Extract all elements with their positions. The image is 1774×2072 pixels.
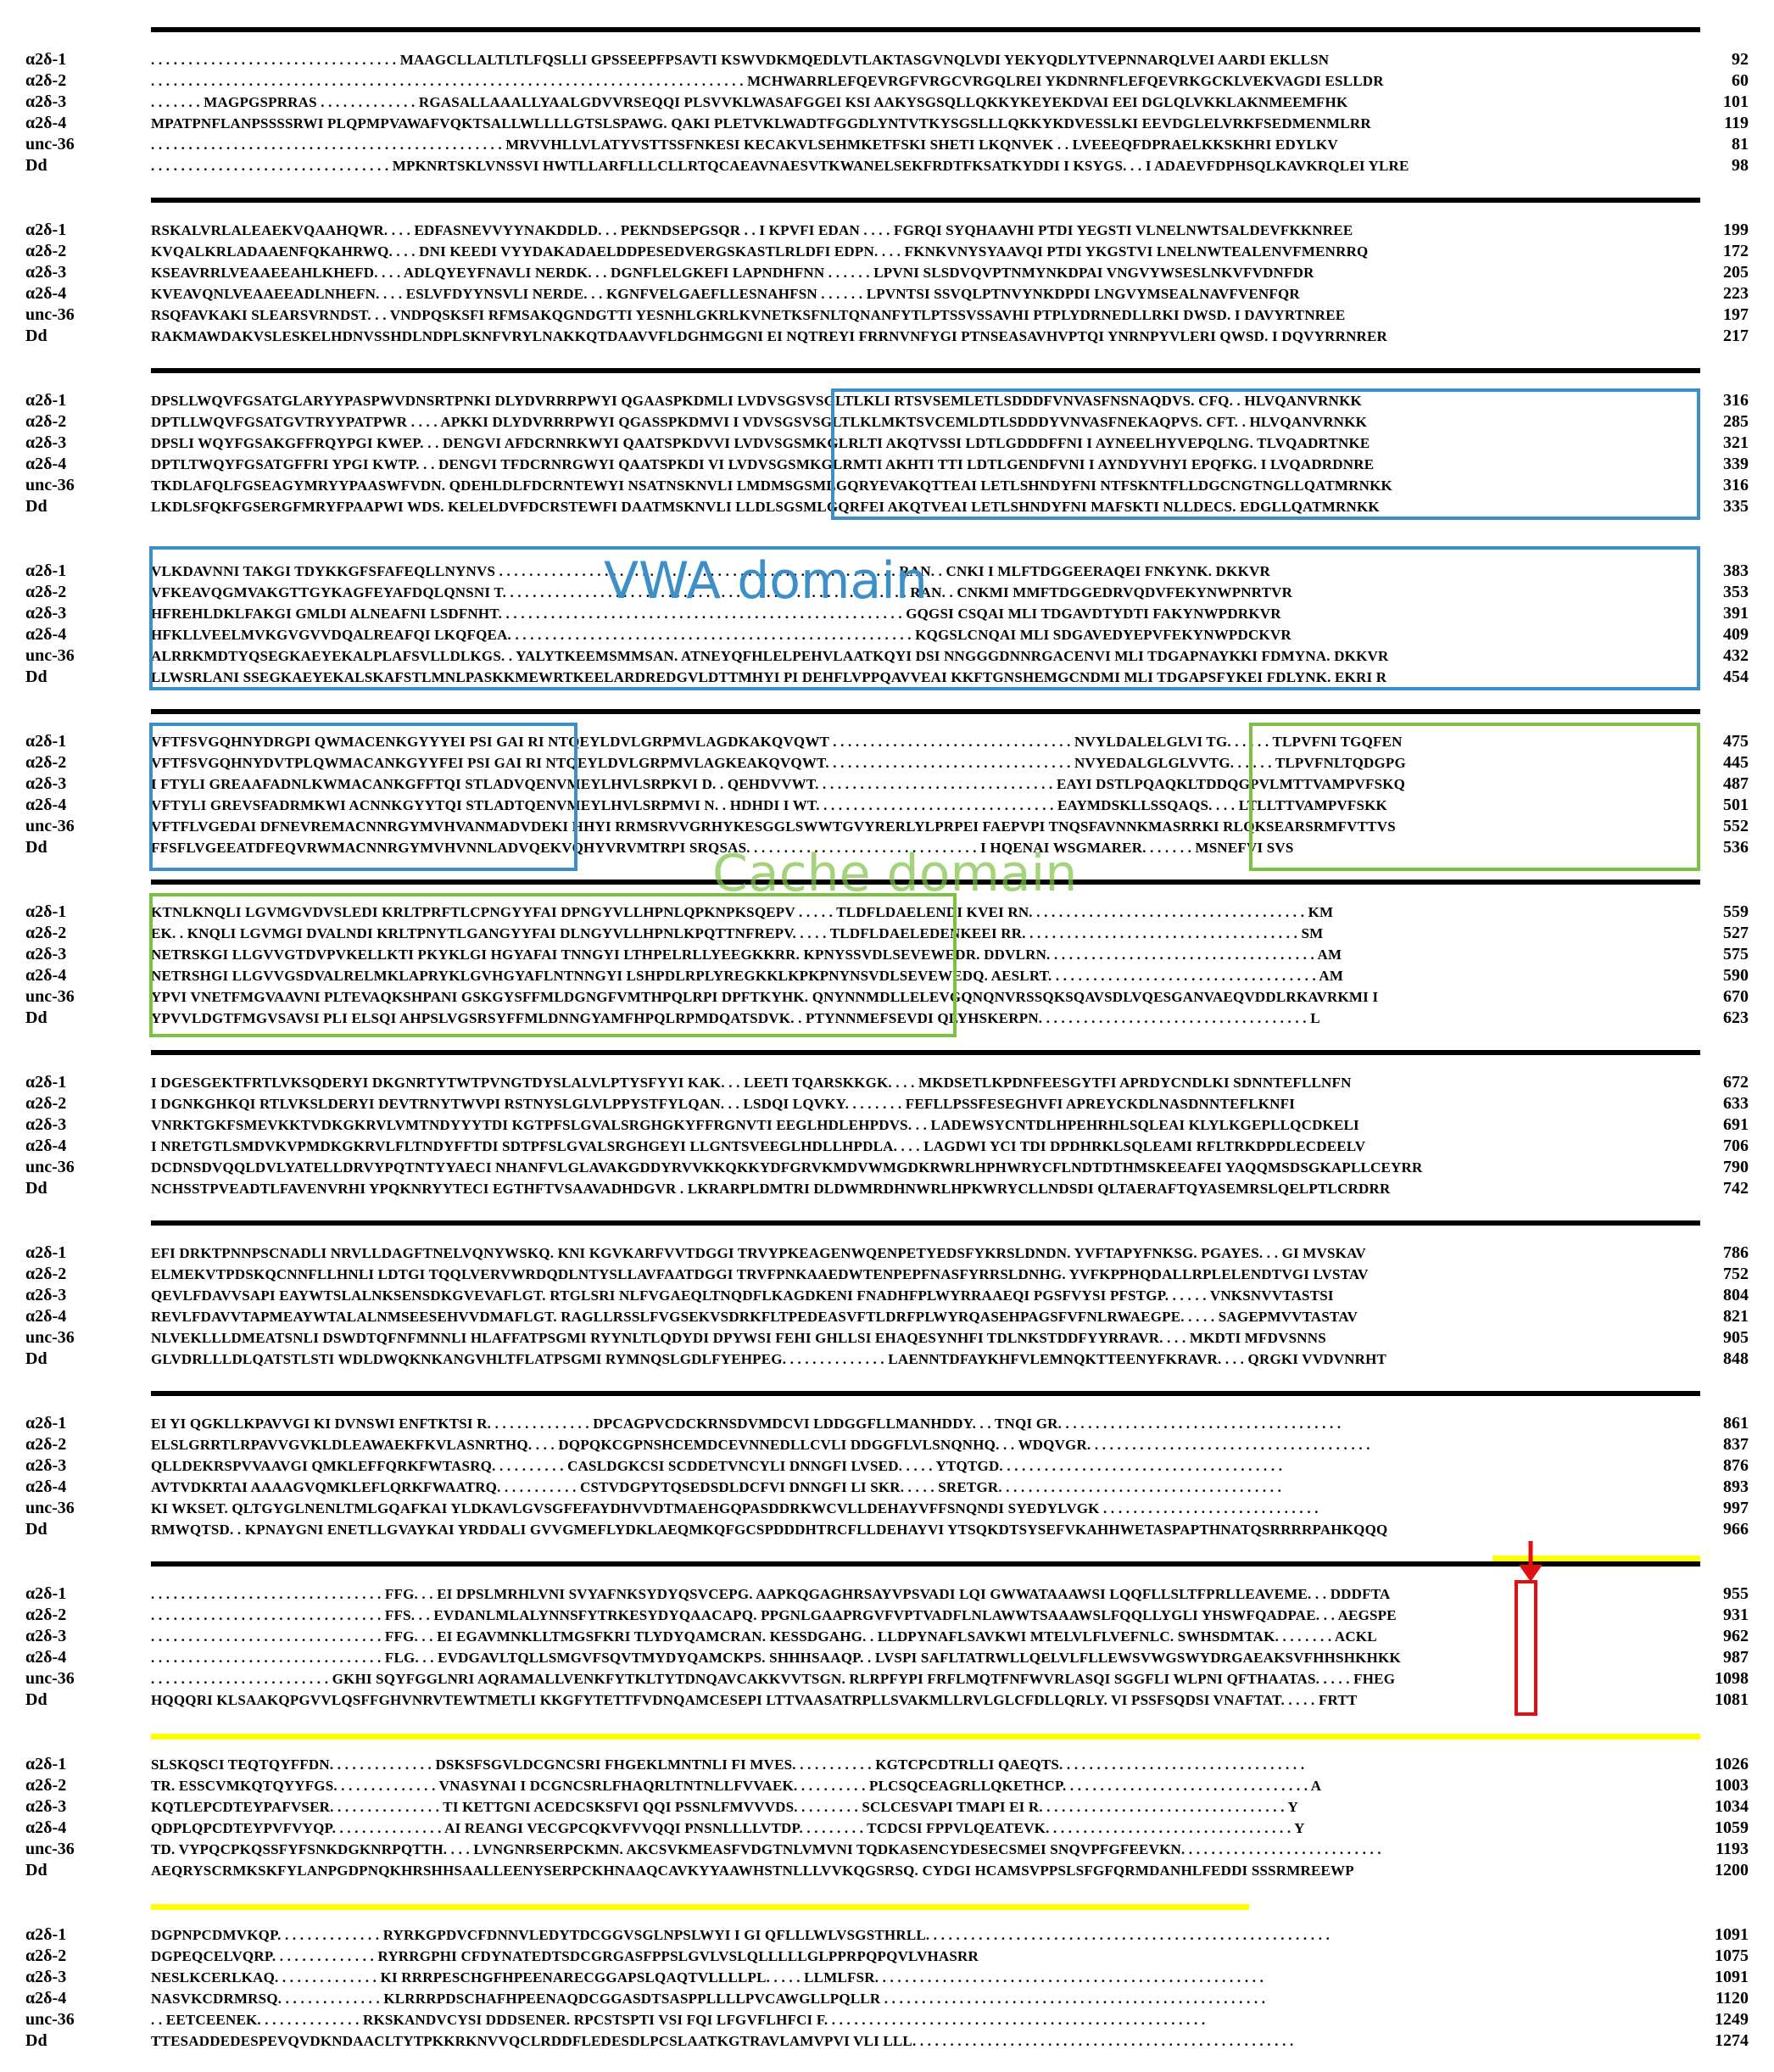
sequence-residues: DGPEQCELVQRP. . . . . . . . . . . . . . RYRRGPHI CFDYNATEDTSDCGRGASFPPSLGVLVSLQLLLLLGLPPRPQPQVLVHASRR — [151, 1948, 979, 1964]
residue-position: 339 — [1723, 455, 1749, 473]
residue-position: 790 — [1723, 1158, 1749, 1176]
sequence-name: Dd — [25, 327, 47, 345]
residue-position: 821 — [1723, 1307, 1749, 1326]
block-separator-bar — [151, 1561, 1700, 1567]
residue-position: 223 — [1723, 284, 1749, 303]
residue-position: 861 — [1723, 1414, 1749, 1433]
sequence-residues: RMWQTSD. . KPNAYGNI ENETLLGVAYKAI YRDDALI GVVGMEFLYDKLAEQMKQFGCSPDDDHTRCFLLDEHAYVI YTSQKDTSYSEFVKAHHWETASPAPTHNATQSRRRRPAHKQQQ — [151, 1522, 1388, 1538]
sequence-name: unc-36 — [25, 817, 75, 835]
residue-position: 1120 — [1715, 1989, 1749, 2008]
sequence-name: α2δ-1 — [25, 561, 67, 580]
alignment-row — [0, 326, 1774, 347]
sequence-name: α2δ-2 — [25, 71, 67, 90]
sequence-name: α2δ-3 — [25, 1968, 67, 1986]
residue-position: 1081 — [1715, 1690, 1749, 1709]
residue-position: 217 — [1723, 327, 1749, 345]
sequence-residues: RSQFAVKAKI SLEARSVRNDST. . . VNDPQSKSFI RFMSAKQGNDGTTI YESNHLGKRLKVNETKSFNLTQNANFYTLPTSSVSSAVHI PTPLYDRNEDLLRKI DWSD. I DAVYRTNREE — [151, 307, 1346, 323]
sequence-residues: . . . . . . . MAGPGSPRRAS . . . . . . . . . . . . . RGASALLAAALLYAALGDVVRSEQQI PLSVVKLWASAFGGEI KSI AAKYSGSQLLQKKYKEYEKDVAI EEI DGLQLVKKLAKNMEEMFHK — [151, 94, 1348, 110]
alignment-row — [0, 1413, 1774, 1434]
sequence-residues: REVLFDAVVTAPMEAYWTALALNMSEESEHVVDMAFLGT. RAGLLRSSLFVGSEKVSDRKFLTPEDEASVFTLDRFPLWYRQASEHPAGSFVFNLRWAEGPE. . . . . SAGEPMVVTASTAV — [151, 1309, 1358, 1325]
sequence-residues: . . . . . . . . . . . . . . . . . . . . . . . . . . . . . . . FFG. . . EI EGAVMNKLLTMGSFKRI TLYDYQAMCRAN. KESSDGAHG. . LLDPYNAFLSAVKWI MTELVLFLVEFNLC. SWHSDMTAK. . . . . . . . ACKL — [151, 1628, 1377, 1645]
sequence-residues: MPATPNFLANPSSSSRWI PLQPMPVAWAFVQKTSALLWLLLLGTSLSPAWG. QAKI PLETVKLWADTFGGDLYNTVTKYSGSLLLQKKYKDVESSLKI EEVDGLELVRKFSEDMENMLRR — [151, 115, 1371, 131]
alignment-row — [0, 283, 1774, 304]
alignment-block-12 — [0, 1902, 1774, 2072]
sequence-name: α2δ-1 — [25, 1584, 67, 1603]
sequence-name: α2δ-4 — [25, 1307, 67, 1326]
sequence-residues: ELSLGRRTLRPAVVGVKLDLEAWAEKFKVLASNRTHQ. . . . DQPQKCGPNSHCEMDCEVNNEDLLCVLI DDGGFLVLSNQNHQ. . . WDQVGR. . . . . . . . . . . . . . . . . . . . . . . . . . . . . . . . . . . . . . — [151, 1437, 1370, 1453]
alignment-row — [0, 1072, 1774, 1093]
alignment-block-9 — [0, 1391, 1774, 1561]
sequence-residues: . . . . . . . . . . . . . . . . . . . . . . . . . . . . . . . . MPKNRTSKLVNSSVI HWTLLARFLLLCLLRTQCAEAVNAESVTKWANELSEKFRDTFKSATKYDDI I KSYGS. . . I ADAEVFDPHSQLKAVKRQLEI YLRE — [151, 158, 1409, 174]
sequence-name: unc-36 — [25, 1499, 75, 1517]
sequence-residues: KI WKSET. QLTGYGLNENLTMLGQAFKAI YLDKAVLGVSGFEFAYDHVVDTMAEHGQPASDDRKWCVLLDEHAYVFFSNQNDI SYEDYLVGK . . . . . . . . . . . . . . . . . . . . . . . . . . . . . — [151, 1500, 1319, 1516]
alignment-row — [0, 1775, 1774, 1796]
sequence-residues: LLWSRLANI SSEGKAEYEKALSKAFSTLMNLPASKKMEWRTKEELARDREDGVLDTTMHYI PI DEHFLVPPQAVVEAI KKFTGNSHEMGCNDMI MLI TDGAPSFYKEI FDLYNK. EKRI R — [151, 669, 1387, 685]
sequence-name: unc-36 — [25, 1669, 75, 1688]
sequence-name: α2δ-3 — [25, 1286, 67, 1304]
residue-position: 1003 — [1715, 1776, 1749, 1795]
sequence-residues: KQTLEPCDTEYPAFVSER. . . . . . . . . . . . . . . TI KETTGNI ACEDCSKSFVI QQI PSSNLFMVVVDS. . . . . . . . . SCLCESVAPI TMAPI EI R. . . . . . . . . . . . . . . . . . . . . . . . . . . . . . . . . Y — [151, 1799, 1298, 1815]
vwa-domain-box-lower — [149, 723, 577, 871]
residue-position: 552 — [1723, 817, 1749, 835]
region-marker-bar — [151, 1734, 1700, 1740]
sequence-name: α2δ-2 — [25, 242, 67, 260]
alignment-block-7 — [0, 1050, 1774, 1220]
residue-position: 691 — [1723, 1115, 1749, 1134]
sequence-residues: SLSKQSCI TEQTQYFFDN. . . . . . . . . . . . . . DSKSFSGVLDCGNCSRI FHGEKLMNTNLI FI MVES. . . . . . . . . . . KGTCPCDTRLLI QAEQTS. . . . . . . . . . . . . . . . . . . . . . . . . . . . . . . . . — [151, 1756, 1305, 1773]
sequence-residues: HFKLLVEELMVKGVGVVDQALREAFQI LKQFQEA. . . . . . . . . . . . . . . . . . . . . . . . . . . . . . . . . . . . . . . . . . . . . . . . . . . . . . KQGSLCNQAI MLI SDGAVEDYEPVFEKYNWPDCKVR — [151, 627, 1291, 643]
sequence-residues: NESLKCERLKAQ. . . . . . . . . . . . . . KI RRRPESCHGFHPEENARECGGAPSLQAQTVLLLLPL. . . . . LLMLFSR. . . . . . . . . . . . . . . . . . . . . . . . . . . . . . . . . . . . . . . . . . . . . . . . . . . . — [151, 1969, 1264, 1985]
sequence-residues: EK. . KNQLI LGVMGI DVALNDI KRLTPNYTLGANGYYFAI DLNGYVLLHPNLKPQTTNFREPV. . . . . TLDFLDAELEDENKEEI RR. . . . . . . . . . . . . . . . . . . . . . . . . . . . . . . . . . . . . SM — [151, 925, 1324, 941]
sequence-name: α2δ-1 — [25, 1755, 67, 1773]
sequence-name: α2δ-2 — [25, 583, 67, 601]
sequence-residues: VFTYLI GREVSFADRMKWI ACNNKGYYTQI STLADTQENVMEYLHVLSRPMVI N. . HDHDI I WT. . . . . . . . . . . . . . . . . . . . . . . . . . . . . . . . EAYMDSKLLSSQAQS. . . . LTLLTTVAMPVFSKK — [151, 797, 1387, 813]
sequence-name: α2δ-3 — [25, 945, 67, 963]
sequence-name: α2δ-1 — [25, 50, 67, 69]
sequence-residues: KTNLKNQLI LGVMGVDVSLEDI KRLTPRFTLCPNGYYFAI DPNGYVLLHPNLQPKNPKSQEPV . . . . . TLDFLDAELENDI KVEI RN. . . . . . . . . . . . . . . . . . . . . . . . . . . . . . . . . . . . . KM — [151, 904, 1334, 920]
alignment-row — [0, 1434, 1774, 1455]
alignment-row — [0, 1285, 1774, 1306]
sequence-residues: LKDLSFQKFGSERGFMRYFPAAPWI WDS. KELELDVFDCRSTEWFI DAATMSKNVLI LLDLSGSMLGQRFEI AKQTVEAI LETLSHNDYFNI MAFSKTI NLLDECS. EDGLLQATMRNKK — [151, 499, 1380, 515]
alignment-row — [0, 1327, 1774, 1349]
sequence-name: α2δ-1 — [25, 732, 67, 751]
residue-position: 559 — [1723, 902, 1749, 921]
sequence-name: unc-36 — [25, 1840, 75, 1858]
residue-position: 575 — [1723, 945, 1749, 963]
sequence-residues: DPTLTWQYFGSATGFFRI YPGI KWTP. . . DENGVI TFDCRNRGWYI QAATSPKDI VI LVDVSGSMKGLRMTI AKHTI TTI LDTLGENDFVNI I AYNDYVHYI EPQFKG. I LVQADRDNRE — [151, 456, 1375, 472]
alignment-block-1 — [0, 27, 1774, 197]
sequence-name: α2δ-4 — [25, 625, 67, 644]
highlight-residue-box — [1515, 1580, 1537, 1716]
alignment-row — [0, 1157, 1774, 1178]
sequence-residues: ALRRKMDTYQSEGKAEYEKALPLAFSVLLDLKGS. . YALYTKEEMSMMSAN. ATNEYQFHLELPEHVLAATKQYI DSI NNGGGDNNRGACENVI MLI TDGAPNAYKKI FDMYNA. DKKVR — [151, 648, 1389, 664]
sequence-residues: VFTFSVGQHNYDRGPI QWMACENKGYYYEI PSI GAI RI NTQEYLDVLGRPMVLAGDKAKQVQWT . . . . . . . . . . . . . . . . . . . . . . . . . . . . . . . . NVYLDALELGLVI TG. . . . . . TLPVFNI TGQFEN — [151, 734, 1403, 750]
alignment-row — [0, 1946, 1774, 1967]
cache-domain-box-upper — [1249, 723, 1700, 871]
residue-position: 536 — [1723, 838, 1749, 857]
sequence-name: Dd — [25, 1349, 47, 1368]
alignment-row — [0, 1796, 1774, 1818]
cache-domain-box-lower — [149, 893, 957, 1037]
alignment-row — [0, 1839, 1774, 1860]
cache-domain-label: Cache domain — [712, 844, 1078, 903]
alignment-row — [0, 1136, 1774, 1157]
sequence-residues: KVEAVQNLVEAAEEADLNHEFN. . . . ESLVFDYYNSVLI NERDE. . . KGNFVELGAEFLLESNAHFSN . . . . . . LPVNTSI SSVQLPTNVYNKDPDI LNGVYMSEALNAVFVENFQR — [151, 286, 1300, 302]
sequence-residues: VFTFSVGQHNYDVTPLQWMACANKGYYFEI PSI GAI RI NTQEYLDVLGRPMVLAGKEAKQVQWT. . . . . . . . . . . . . . . . . . . . . . . . . . . . . . . . . NVYEDALGLGLVVTG. . . . . . TLPVFNLTQDGPG — [151, 755, 1406, 771]
alignment-row — [0, 70, 1774, 92]
alignment-row — [0, 304, 1774, 326]
residue-position: 1274 — [1715, 2031, 1749, 2050]
alignment-row — [0, 1349, 1774, 1370]
sequence-residues: DGPNPCDMVKQP. . . . . . . . . . . . . . RYRKGPDVCFDNNVLEDYTDCGGVSGLNPSLWYI I GI QFLLLWLVSGSTHRLL. . . . . . . . . . . . . . . . . . . . . . . . . . . . . . . . . . . . . . . . . . . . . . . . . . . . . . — [151, 1927, 1330, 1943]
sequence-name: α2δ-2 — [25, 753, 67, 772]
alignment-row — [0, 1093, 1774, 1114]
sequence-name: α2δ-4 — [25, 284, 67, 303]
sequence-residues: . . . . . . . . . . . . . . . . . . . . . . . . . . . . . . . FLG. . . EVDGAVLTQLLSMGVFSQVTMYDYQAMCKPS. SHHHSAAQP. . LVSPI SAFLTATRWLLQELVLFLLEWSVWGSWYDRGAEAKSVFHHSHKHKK — [151, 1650, 1401, 1666]
sequence-name: Dd — [25, 1690, 47, 1709]
sequence-residues: . . . . . . . . . . . . . . . . . . . . . . . . . . . . . . . . . . . . . . . . . . . . . . . MRVVHLLVLATYVSTTSSFNKESI KECAKVLSEHMKETFSKI SHETI LKQNVEK . . LVEEEQFDPRAELKKSKHRI EDYLKV — [151, 137, 1338, 153]
residue-position: 590 — [1723, 966, 1749, 985]
residue-position: 1034 — [1715, 1797, 1749, 1816]
sequence-name: α2δ-4 — [25, 1477, 67, 1496]
residue-position: 445 — [1723, 753, 1749, 772]
block-separator-bar — [151, 539, 1700, 544]
sequence-name: unc-36 — [25, 646, 75, 665]
alignment-row — [0, 92, 1774, 113]
sequence-residues: . . . . . . . . . . . . . . . . . . . . . . . . . . . . . . . FFS. . . EVDANLMLALYNNSFYTRKESYDYQAACAPQ. PPGNLGAAPRGVFVPTVADFLNLAWWTSAAAWSLFQQLLYGLI YHSWFQADPAE. . . AEGSPE — [151, 1607, 1397, 1623]
sequence-name: unc-36 — [25, 305, 75, 324]
alignment-row — [0, 1754, 1774, 1775]
sequence-residues: TD. VYPQCPKQSSFYFSNKDGKNRPQTTH. . . . LVNGNRSERPCKMN. AKCSVKMEASFVDGTNLVMVNI TQDKASENCYDESECSMEI SNQVPFGFEEVKN. . . . . . . . . . . . . . . . . . . . . . . . . . . — [151, 1841, 1381, 1857]
sequence-residues: VFTFLVGEDAI DFNEVREMACNNRGYMVHVANMADVDEKI HHYI RRMSRVVGRHYKESGGLSWWTGVYRERLYLPRPEI FAEPVPI TNQSFAVNNKMASRRKI RLQKSEARSRMFVTTVS — [151, 818, 1396, 835]
sequence-name: α2δ-2 — [25, 1776, 67, 1795]
residue-position: 98 — [1732, 156, 1749, 175]
sequence-residues: YPVVLDGTFMGVSAVSI PLI ELSQI AHPSLVGSRSYFFMLDNNGYAMFHPQLRPMDQATSDVK. . PTYNNMEFSEVDI QLYHSKERPN. . . . . . . . . . . . . . . . . . . . . . . . . . . . . . . . . . . . L — [151, 1010, 1320, 1026]
residue-position: 475 — [1723, 732, 1749, 751]
residue-position: 905 — [1723, 1328, 1749, 1347]
residue-position: 60 — [1732, 71, 1749, 90]
block-separator-bar — [151, 709, 1700, 714]
block-separator-bar — [151, 1220, 1700, 1226]
sequence-name: α2δ-4 — [25, 796, 67, 814]
alignment-row — [0, 155, 1774, 176]
sequence-name: Dd — [25, 1008, 47, 1027]
residue-position: 92 — [1732, 50, 1749, 69]
residue-position: 454 — [1723, 667, 1749, 686]
block-separator-bar — [151, 27, 1700, 32]
sequence-name: α2δ-3 — [25, 1115, 67, 1134]
sequence-residues: . . . . . . . . . . . . . . . . . . . . . . . . . . . . . . . FFG. . . EI DPSLMRHLVNI SVYAFNKSYDYQSVCEPG. AAPKQGAGHRSAYVPSVADI LQI GWWATAAAWSI LQQFLLSLTFPRLLEAVEME. . . DDDFTA — [151, 1586, 1391, 1602]
residue-position: 752 — [1723, 1265, 1749, 1283]
sequence-name: α2δ-2 — [25, 412, 67, 431]
residue-position: 1200 — [1715, 1861, 1749, 1879]
residue-position: 1026 — [1715, 1755, 1749, 1773]
alignment-row — [0, 1455, 1774, 1477]
sequence-residues: TR. ESSCVMKQTQYYFGS. . . . . . . . . . . . . . VNASYNAI I DCGNCSRLFHAQRLTNTNLLFVVAEK. . . . . . . . . . PLCSQCEAGRLLQKETHCP. . . . . . . . . . . . . . . . . . . . . . . . . . . . . . . . . A — [151, 1778, 1322, 1794]
sequence-residues: . . . . . . . . . . . . . . . . . . . . . . . . . . . . . . . . . MAAGCLLALTLTLFQSLLI GPSSEEPFPSAVTI KSWVDKMQEDLVTLAKTASGVNQLVDI YEKYQDLYTVEPNNARQLVEI AARDI EKLLSN — [151, 52, 1330, 68]
sequence-name: α2δ-3 — [25, 1456, 67, 1475]
sequence-name: α2δ-3 — [25, 263, 67, 282]
alignment-row — [0, 1114, 1774, 1136]
residue-position: 409 — [1723, 625, 1749, 644]
sequence-residues: QLLDEKRSPVVAAVGI QMKLEFFQRKFWTASRQ. . . . . . . . . . CASLDGKCSI SCDDETVNCYLI DNNGFI LVSED. . . . . YTQTGD. . . . . . . . . . . . . . . . . . . . . . . . . . . . . . . . . . . . . . — [151, 1458, 1283, 1474]
alignment-row — [0, 1860, 1774, 1881]
alignment-row — [0, 1306, 1774, 1327]
sequence-name: α2δ-2 — [25, 1265, 67, 1283]
alignment-row — [0, 1668, 1774, 1689]
sequence-residues: QEVLFDAVVSAPI EAYWTSLALNKSENSDKGVEVAFLGT. RTGLSRI NLFVGAEQLTNQDFLKAGDKENI FNADHFPLWYRRAAEQI PGSFVYSI PFSTGP. . . . . . VNKSNVVTASTSI — [151, 1287, 1334, 1304]
residue-position: 848 — [1723, 1349, 1749, 1368]
residue-position: 1059 — [1715, 1818, 1749, 1837]
residue-position: 893 — [1723, 1477, 1749, 1496]
sequence-name: α2δ-1 — [25, 1414, 67, 1433]
sequence-residues: EI YI QGKLLKPAVVGI KI DVNSWI ENFTKTSI R. . . . . . . . . . . . . . DPCAGPVCDCKRNSDVMDCVI LDDGGFLLMANHDDY. . . TNQI GR. . . . . . . . . . . . . . . . . . . . . . . . . . . . . . . . . . . . . . — [151, 1416, 1342, 1432]
sequence-residues: . . . . . . . . . . . . . . . . . . . . . . . . GKHI SQYFGGLNRI AQRAMALLVENKFYTKLTYTDNQAVCAKKVVTSGN. RLRPFYPI FRFLMQTFNFWVRLASQI SGGFLI WLPNI QFTHAATAS. . . . . FHEG — [151, 1671, 1396, 1687]
residue-position: 931 — [1723, 1606, 1749, 1624]
sequence-residues: VFKEAVQGMVAKGTTGYKAGFEYAFDQLQNSNI T. . . . . . . . . . . . . . . . . . . . . . . . . . . . . . . . . . . . . . . . . . . . . . . . . . . . . . RAN. . CNKMI MMFTDGGEDRVQDVFEKYNWPNRTVR — [151, 584, 1293, 600]
sequence-residues: I NRETGTLSMDVKVPMDKGKRVLFLTNDYFFTDI SDTPFSLGVALSRGHGEYI LLGNTSVEEGLHDLLHPDLA. . . . LAGDWI YCI TDI DPDHRKLSQLEAMI RFLTRKDPDLECDEELV — [151, 1138, 1366, 1154]
sequence-name: α2δ-1 — [25, 221, 67, 239]
alignment-row — [0, 1498, 1774, 1519]
alignment-row — [0, 1178, 1774, 1199]
vwa-domain-box-upper — [831, 388, 1700, 520]
residue-position: 955 — [1723, 1584, 1749, 1603]
sequence-residues: I FTYLI GREAAFADNLKWMACANKGFFTQI STLADVQENVMEYLHVLSRPKVI D. . QEHDVVWT. . . . . . . . . . . . . . . . . . . . . . . . . . . . . . . . EAYI DSTLPQAQKLTDDQGPVLMTTVAMPVFSKQ — [151, 776, 1406, 792]
residue-position: 966 — [1723, 1520, 1749, 1539]
sequence-name: unc-36 — [25, 476, 75, 494]
alignment-row — [0, 1605, 1774, 1626]
sequence-name: α2δ-1 — [25, 902, 67, 921]
sequence-name: unc-36 — [25, 2010, 75, 2029]
sequence-name: unc-36 — [25, 1328, 75, 1347]
alignment-row — [0, 1583, 1774, 1605]
alignment-row — [0, 1264, 1774, 1285]
alignment-block-11 — [0, 1732, 1774, 1902]
sequence-name: Dd — [25, 497, 47, 516]
sequence-name: α2δ-4 — [25, 1818, 67, 1837]
block-separator-bar — [151, 198, 1700, 203]
alignment-row — [0, 1243, 1774, 1264]
residue-position: 706 — [1723, 1137, 1749, 1155]
sequence-residues: ELMEKVTPDSKQCNNFLLHNLI LDTGI TQQLVERVWRDQDLNTYSLLAVFAATDGGI TRVFPNKAAEDWTENPEPFNASFYRRSLDNHG. YVFKPPHQDALLRPLELENDTVGI LVSTAV — [151, 1266, 1369, 1282]
sequence-residues: . . EETCEENEK. . . . . . . . . . . . . . RKSKANDVCYSI DDDSENER. RPCSTSPTI VSI FQI LFGVFLHFCI F. . . . . . . . . . . . . . . . . . . . . . . . . . . . . . . . . . . . . . . . . . . . . . . . . . . — [151, 2012, 1206, 2028]
sequence-name: α2δ-1 — [25, 1243, 67, 1262]
sequence-name: α2δ-2 — [25, 1435, 67, 1454]
sequence-name: α2δ-4 — [25, 1137, 67, 1155]
alignment-row — [0, 2009, 1774, 2030]
residue-position: 876 — [1723, 1456, 1749, 1475]
residue-position: 316 — [1723, 476, 1749, 494]
residue-position: 383 — [1723, 561, 1749, 580]
sequence-name: α2δ-2 — [25, 1946, 67, 1965]
sequence-name: Dd — [25, 1520, 47, 1539]
alignment-row — [0, 1818, 1774, 1839]
sequence-residues: QDPLQPCDTEYPVFVYQP. . . . . . . . . . . . . . . AI REANGI VECGPCQKVFVVQQI PNSNLLLLVTDP. . . . . . . . . TCDCSI FPPVLQEATEVK. . . . . . . . . . . . . . . . . . . . . . . . . . . . . . . . . Y — [151, 1820, 1305, 1836]
residue-position: 199 — [1723, 221, 1749, 239]
block-separator-bar — [151, 1391, 1700, 1396]
sequence-residues: RAKMAWDAKVSLESKELHDNVSSHDLNDPLSKNFVRYLNAKKQTDAAVVFLDGHMGGNI EI NQTREYI FRRNVNFYGI PTNSEASAVHVPTQI YNRNPYVLERI QWSD. I DQVYRRNRER — [151, 328, 1388, 344]
residue-position: 316 — [1723, 391, 1749, 410]
alignment-block-2 — [0, 198, 1774, 367]
alignment-row — [0, 262, 1774, 283]
sequence-residues: HFREHLDKLFAKGI GMLDI ALNEAFNI LSDFNHT. . . . . . . . . . . . . . . . . . . . . . . . . . . . . . . . . . . . . . . . . . . . . . . . . . . . . . GQGSI CSQAI MLI TDGAVDTYDTI FAKYNWPDRKVR — [151, 606, 1281, 622]
sequence-name: α2δ-1 — [25, 1925, 67, 1944]
residue-position: 987 — [1723, 1648, 1749, 1667]
sequence-residues: DCDNSDVQQLDVLYATELLDRVYPQTNTYYAECI NHANFVLGLAVAKGDDYRVVKKQKKYDFGRVKMDVWMGDKRWRLHPHWRYCFLNDTDTHMSKEEAFEI YAQQMSDSGKAPLLCEYRR — [151, 1159, 1423, 1176]
sequence-residues: NASVKCDRMRSQ. . . . . . . . . . . . . . KLRRRPDSCHAFHPEENAQDCGGASDTSASPPLLLLPVCAWGLLPQLLR . . . . . . . . . . . . . . . . . . . . . . . . . . . . . . . . . . . . . . . . . . . . . . . . . . . — [151, 1991, 1266, 2007]
alignment-row — [0, 1689, 1774, 1711]
residue-position: 321 — [1723, 433, 1749, 452]
alignment-block-8 — [0, 1220, 1774, 1390]
sequence-name: α2δ-1 — [25, 391, 67, 410]
sequence-name: unc-36 — [25, 987, 75, 1006]
vwa-domain-label: VWA domain — [604, 551, 928, 611]
sequence-residues: AVTVDKRTAI AAAAGVQMKLEFLQRKFWAATRQ. . . . . . . . . . . CSTVDGPYTQSEDSDLDCFVI DNNGFI LI SKR. . . . . SRETGR. . . . . . . . . . . . . . . . . . . . . . . . . . . . . . . . . . . . . . — [151, 1479, 1282, 1495]
residue-position: 353 — [1723, 583, 1749, 601]
sequence-name: α2δ-3 — [25, 774, 67, 793]
residue-position: 432 — [1723, 646, 1749, 665]
sequence-name: α2δ-4 — [25, 455, 67, 473]
alignment-row — [0, 1647, 1774, 1668]
sequence-name: α2δ-4 — [25, 966, 67, 985]
sequence-residues: GLVDRLLLDLQATSTLSTI WDLDWQKNKANGVHLTFLATPSGMI RYMNQSLGDLFYEHPEG. . . . . . . . . . . . . . LAENNTDFAYKHFVLEMNQKTTEENYFKRAVR. . . . QRGKI VVDVNRHT — [151, 1351, 1387, 1367]
residue-position: 1091 — [1715, 1925, 1749, 1944]
alignment-block-10 — [0, 1561, 1774, 1731]
sequence-name: unc-36 — [25, 135, 75, 154]
sequence-residues: I DGESGEKTFRTLVKSQDERYI DKGNRTYTWTPVNGTDYSLALVLPTYSFYYI KAK. . . LEETI TQARSKKGK. . . . MKDSETLKPDNFEESGYTFI APRDYCNDLKI SDNNTEFLLNFN — [151, 1075, 1352, 1091]
sequence-residues: TKDLAFQLFGSEAGYMRYYPAASWFVDN. QDEHLDLFDCRNTEWYI NSATNSKNVLI LMDMSGSMLGQRYEVAKQTTEAI LETLSHNDYFNI NTFSKNTFLLDGCNGTNGLLQATMRNKK — [151, 478, 1392, 494]
residue-position: 391 — [1723, 604, 1749, 623]
alignment-row — [0, 241, 1774, 262]
residue-position: 119 — [1724, 114, 1749, 132]
sequence-name: α2δ-2 — [25, 1606, 67, 1624]
alignment-row — [0, 1477, 1774, 1498]
residue-position: 670 — [1723, 987, 1749, 1006]
sequence-residues: NLVEKLLLDMEATSNLI DSWDTQFNFMNNLI HLAFFATPSGMI RYYNLTLQDYDI DPYWSI FEHI GHLLSI EHAQESYNHFI TDLNKSTDDFYYRRAVR. . . . MKDTI MFDVSNNS — [151, 1330, 1326, 1346]
sequence-name: α2δ-3 — [25, 1627, 67, 1645]
sequence-residues: VLKDAVNNI TAKGI TDYKKGFSFAFEQLLNYNVS . . . . . . . . . . . . . . . . . . . . . . . . . . . . . . . . . . . . . . . . . . . . . . . . . . . . . RAN. . CNKI I MLFTDGGEERAQEI FNKYNK. DKKVR — [151, 563, 1270, 579]
alignment-row — [0, 1626, 1774, 1647]
sequence-residues: I DGNKGHKQI RTLVKSLDERYI DEVTRNYTWVPI RSTNYSLGLVLPPYSTFYLQAN. . . LSDQI LQVKY. . . . . . . . FEFLLPSSFESEGHVFI APREYCKDLNASDNNTEFLKNFI — [151, 1096, 1296, 1112]
sequence-name: Dd — [25, 838, 47, 857]
alignment-row — [0, 49, 1774, 70]
residue-position: 623 — [1723, 1008, 1749, 1027]
residue-position: 81 — [1732, 135, 1749, 154]
residue-position: 335 — [1723, 497, 1749, 516]
block-separator-bar — [151, 368, 1700, 373]
sequence-name: α2δ-3 — [25, 92, 67, 111]
residue-position: 205 — [1723, 263, 1749, 282]
sequence-residues: HQQQRI KLSAAKQPGVVLQSFFGHVNRVTEWTMETLI KKGFYTETTFVDNQAMCESEPI LTTVAASATRPLLSVAKMLLRVLGLCFDLLQRLY. VI PSSFSQDSI VNAFTAT. . . . . FRTT — [151, 1692, 1358, 1708]
sequence-name: unc-36 — [25, 1158, 75, 1176]
sequence-residues: FFSFLVGEEATDFEQVRWMACNNRGYMVHVNNLADVQEKVQHYVRVMTRPI SRQSAS. . . . . . . . . . . . . . . . . . . . . . . . . . . . . . . I HQENAI WSGMARER. . . . . . . MSNEFVI SVS — [151, 840, 1294, 856]
alignment-row — [0, 1924, 1774, 1946]
alignment-row — [0, 113, 1774, 134]
sequence-name: α2δ-4 — [25, 1989, 67, 2008]
alignment-row — [0, 2030, 1774, 2052]
sequence-name: Dd — [25, 2031, 47, 2050]
alignment-row — [0, 134, 1774, 155]
sequence-name: Dd — [25, 667, 47, 686]
block-separator-bar — [151, 1050, 1700, 1055]
sequence-residues: RSKALVRLALEAEKVQAAHQWR. . . . EDFASNEVVYYNAKDDLD. . . PEKNDSEPGSQR . . I KPVFI EDAN . . . . FGRQI SYQHAAVHI PTDI YEGSTI VLNELNWTSALDEVFKKNREE — [151, 222, 1353, 238]
sequence-residues: KVQALKRLADAAENFQKAHRWQ. . . . DNI KEEDI VYYDAKADAELDDPESEDVERGSKASTLRLDFI EDPN. . . . FKNKVNYSYAAVQI PTDI YKGSTVI LNELNWTEALENVFMENRRQ — [151, 243, 1369, 260]
sequence-name: Dd — [25, 1861, 47, 1879]
sequence-residues: NETRSHGI LLGVVGSDVALRELMKLAPRYKLGVHGYAFLNTNNGYI LSHPDLRPLYREGKKLKPKPNYNSVDLSEVEWEDQ. AESLRT. . . . . . . . . . . . . . . . . . . . . . . . . . . . . . . . . . . . AM — [151, 968, 1344, 984]
residue-position: 804 — [1723, 1286, 1749, 1304]
sequence-residues: NCHSSTPVEADTLFAVENVRHI YPQKNRYYTECI EGTHFTVSAAVADHDGVR . LKRARPLDMTRI DLDWMRDHNWRLHPKWRYCLLNDSDI QLTAERAFTQYASEMRSLQELPTLCRDRR — [151, 1181, 1391, 1197]
region-marker-bar — [151, 1904, 1249, 1910]
residue-position: 197 — [1723, 305, 1749, 324]
residue-position: 501 — [1723, 796, 1749, 814]
residue-position: 786 — [1723, 1243, 1749, 1262]
sequence-name: α2δ-3 — [25, 1797, 67, 1816]
residue-position: 1075 — [1715, 1946, 1749, 1965]
residue-position: 172 — [1723, 242, 1749, 260]
sequence-residues: KSEAVRRLVEAAEEAHLKHEFD. . . . ADLQYEYFNAVLI NERDK. . . DGNFLELGKEFI LAPNDHFNN . . . . . . LPVNI SLSDVQVPTNMYNKDPAI VNGVYWSESLNKVFVDNFDR — [151, 265, 1314, 281]
residue-position: 742 — [1723, 1179, 1749, 1198]
alignment-row — [0, 220, 1774, 241]
sequence-residues: DPSLLWQVFGSATGLARYYPASPWVDNSRTPNKI DLYDVRRRPWYI QGAASPKDMLI LVDVSGSVSGLTLKLI RTSVSEMLETLSDDDFVNVASFNSNAQDVS. CFQ. . HLVQANVRNKK — [151, 393, 1362, 409]
residue-position: 672 — [1723, 1073, 1749, 1092]
residue-position: 1249 — [1715, 2010, 1749, 2029]
alignment-row — [0, 1519, 1774, 1540]
sequence-name: α2δ-2 — [25, 1094, 67, 1113]
residue-position: 962 — [1723, 1627, 1749, 1645]
sequence-residues: TTESADDEDESPEVQVDKNDAACLTYTPKKRKNVVQCLRDDFLEDESDLPCSLAATKGTRAVLAMVPVI VLI LLL. . . . . . . . . . . . . . . . . . . . . . . . . . . . . . . . . . . . . . . . . . . . . . . . . . . — [151, 2033, 1294, 2049]
sequence-residues: DPTLLWQVFGSATGVTRYYPATPWR . . . . APKKI DLYDVRRRPWYI QGASSPKDMVI I VDVSGSVSGLTLKLMKTSVCEMLDTLSDDDYVNVASFNEKAQPVS. CFT. . HLVQANVRNKK — [151, 414, 1368, 430]
sequence-name: Dd — [25, 1179, 47, 1198]
residue-position: 487 — [1723, 774, 1749, 793]
residue-position: 1098 — [1715, 1669, 1749, 1688]
sequence-residues: EFI DRKTPNNPSCNADLI NRVLLDAGFTNELVQNYWSKQ. KNI KGVKARFVVTDGGI TRVYPKEAGENWQENPETYEDSFYKRSLDNDN. YVFTAPYFNKSG. PGAYES. . . GI MVSKAV — [151, 1245, 1366, 1261]
residue-position: 527 — [1723, 924, 1749, 942]
sequence-name: Dd — [25, 156, 47, 175]
residue-position: 1091 — [1715, 1968, 1749, 1986]
alignment-row — [0, 1967, 1774, 1988]
sequence-residues: VNRKTGKFSMEVKKTVDKGKRVLVMTNDYYYTDI KGTPFSLGVALSRGHGKYFFRGNVTI EEGLHDLEHPDVS. . . LADEWSYCNTDLHPEHRHLSQLEAI KLYLKGEPLLQCDKELI — [151, 1117, 1359, 1133]
residue-position: 1193 — [1715, 1840, 1749, 1858]
residue-position: 633 — [1723, 1094, 1749, 1113]
sequence-residues: YPVI VNETFMGVAAVNI PLTEVAQKSHPANI GSKGYSFFMLDGNGFVMTHPQLRPI DPFTKYHK. QNYNNMDLLELEVGQNQNVRSSQKSQAVSDLVQESGANVAEQVDDLRKAVRKMI I — [151, 989, 1379, 1005]
sequence-name: α2δ-3 — [25, 433, 67, 452]
residue-position: 285 — [1723, 412, 1749, 431]
residue-position: 837 — [1723, 1435, 1749, 1454]
sequence-name: α2δ-2 — [25, 924, 67, 942]
residue-position: 997 — [1723, 1499, 1749, 1517]
residue-position: 101 — [1723, 92, 1749, 111]
sequence-name: α2δ-4 — [25, 1648, 67, 1667]
sequence-residues: AEQRYSCRMKSKFYLANPGDPNQKHRSHHSAALLEENYSERPCKHNAAQCAVKYYAAWHSTNLLLVVKQGSRSQ. CYDGI HCAMSVPPSLSFGFQRMDANHLFEDDI SSSRMREEWP — [151, 1863, 1354, 1879]
sequence-residues: . . . . . . . . . . . . . . . . . . . . . . . . . . . . . . . . . . . . . . . . . . . . . . . . . . . . . . . . . . . . . . . . . . . . . . . . . . . . . . . MCHWARRLEFQEVRGFVRGCVRGQLREI YKDNRNFLEFQEVRKGCKLVEKVAGDI ESLLDR — [151, 73, 1384, 89]
sequence-name: α2δ-1 — [25, 1073, 67, 1092]
sequence-residues: NETRSKGI LLGVVGTDVPVKELLKTI PKYKLGI HGYAFAI TNNGYI LTHPELRLLYEEGKKRR. KPNYSSVDLSEVEWEDR. DDVLRN. . . . . . . . . . . . . . . . . . . . . . . . . . . . . . . . . . . . AM — [151, 947, 1342, 963]
sequence-name: α2δ-4 — [25, 114, 67, 132]
arrow-down-icon — [1514, 1541, 1548, 1583]
alignment-row — [0, 1988, 1774, 2009]
sequence-name: α2δ-3 — [25, 604, 67, 623]
sequence-residues: DPSLI WQYFGSAKGFFRQYPGI KWEP. . . DENGVI AFDCRNRKWYI QAATSPKDVVI LVDVSGSMKGLRLTI AKQTVSSI LDTLGDDDFFNI I AYNEELHYVEPQLNG. TLVQADRTNKE — [151, 435, 1370, 451]
